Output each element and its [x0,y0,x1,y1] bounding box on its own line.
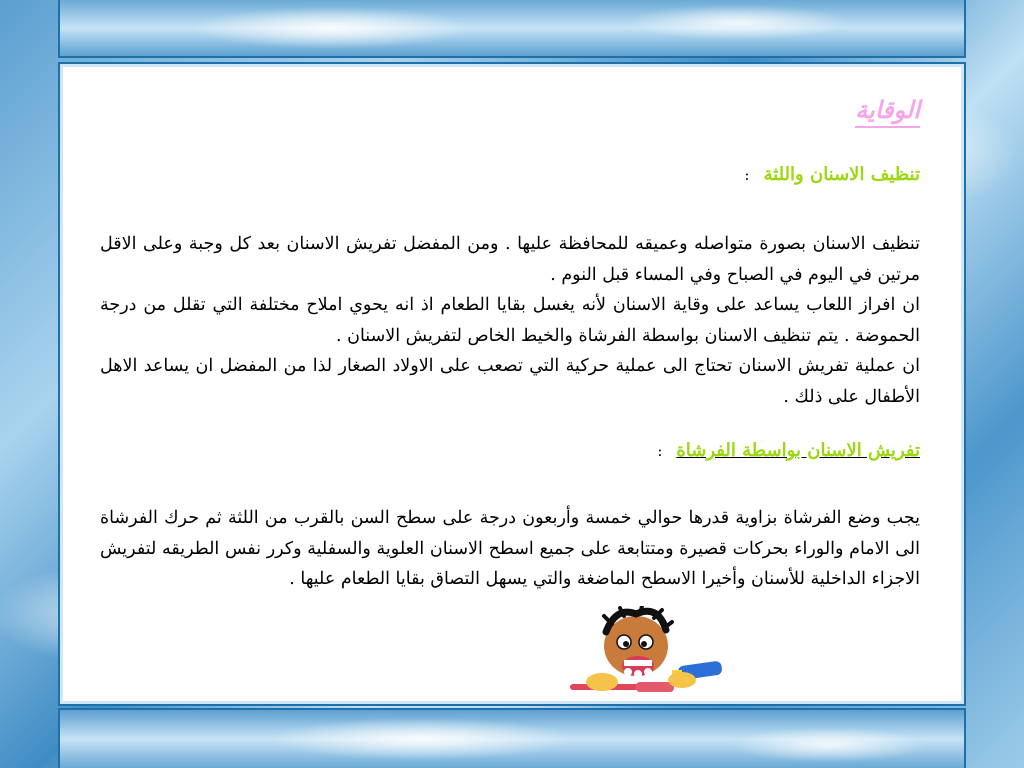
section-heading-colon: : [744,166,750,184]
paragraph: ان افراز اللعاب يساعد على وقاية الاسنان لأنه يغسل بقايا الطعام اذ انه يحوي املاح مختلفة التي تقلل من درجة الحموضة . يتم تنظيف الاسنان بواسطة الفرشاة والخيط الخاص لتفريش الاسنان . [100,295,920,346]
section-cleaning-body [100,229,920,412]
section-heading-brushing [657,440,920,461]
top-decorative-band [58,0,966,58]
section-heading-cleaning-text: تنظيف الاسنان واللثة [763,164,920,185]
section-heading-cleaning [744,164,920,185]
paragraph: يجب وضع الفرشاة بزاوية قدرها حوالي خمسة وأربعون درجة على سطح السن بالقرب من اللثة ثم حرك الفرشاة الى الامام والوراء بحركات قصيرة ومتتابعة على جميع اسطح الاسنان العلوية والسفلية وكرر نفس الطريقه لتفريش الاجزاء الداخلية للأسنان وأخيرا الاسطح الماضغة والتي يسهل التصاق بقايا الطعام عليها . [100,508,920,589]
paragraph: تنظيف الاسنان بصورة متواصله وعميقه للمحافظة عليها . ومن المفضل تفريش الاسنان بعد كل وجبة وعلى الاقل مرتين في اليوم في الصباح وفي المساء قبل النوم . [100,234,920,285]
kid-brushing-teeth-icon [566,606,726,702]
slide-title: الوقاية [855,95,920,128]
section-heading-colon: : [657,442,663,460]
bottom-decorative-band [58,708,966,768]
section-heading-brushing-text: تفريش الاسنان بواسطة الفرشاة [676,440,920,461]
paragraph: ان عملية تفريش الاسنان تحتاج الى عملية حركية التي تصعب على الاولاد الصغار لذا من المفضل ان يساعد الاهل الأطفال على ذلك . [100,356,920,407]
section-brushing-body [100,503,920,595]
